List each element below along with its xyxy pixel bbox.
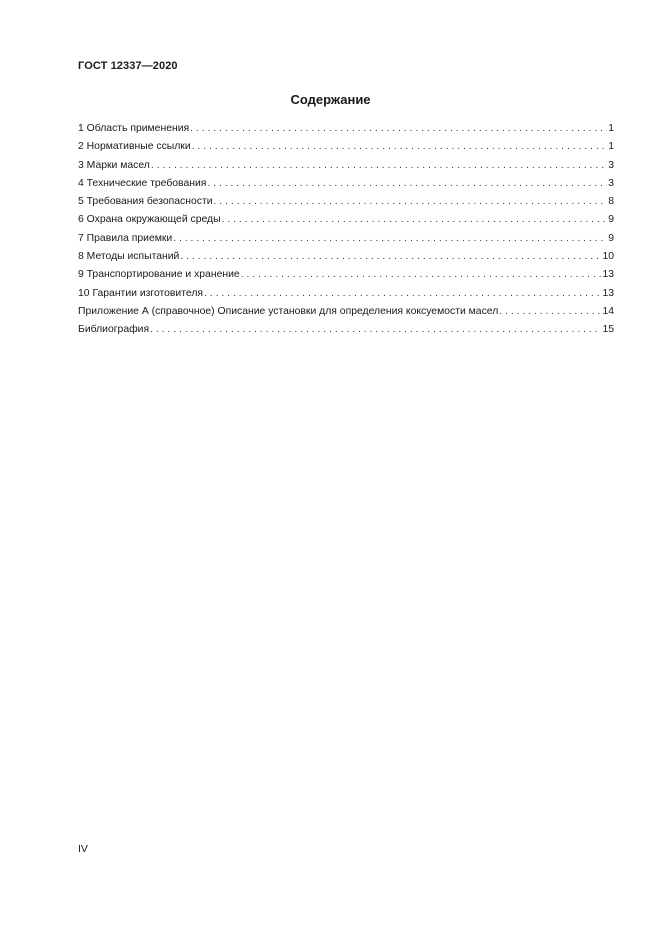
toc-leader-dots	[204, 288, 601, 299]
toc-leader-dots	[190, 123, 607, 134]
toc-entry[interactable]	[78, 160, 614, 178]
toc-entry[interactable]	[78, 269, 614, 287]
toc-entry-label: 8 Методы испытаний	[78, 251, 180, 263]
toc-entry[interactable]	[78, 196, 614, 214]
toc-entry-page: 1	[608, 123, 614, 134]
toc-leader-dots	[241, 269, 602, 280]
toc-entry[interactable]	[78, 251, 614, 269]
toc-entry-page: 9	[608, 214, 614, 226]
toc-entry[interactable]	[78, 233, 614, 251]
toc-entry-page: 15	[602, 324, 614, 336]
toc-entry-page: 13	[602, 287, 614, 299]
toc-leader-dots	[151, 160, 607, 171]
toc-entry-page: 8	[608, 196, 614, 208]
page-title: Содержание	[290, 92, 371, 107]
toc-leader-dots	[150, 324, 601, 335]
toc-entry-page: 3	[608, 177, 614, 189]
toc-entry-page: 3	[608, 159, 614, 171]
toc-entry[interactable]	[78, 178, 614, 196]
toc-leader-dots	[192, 141, 608, 152]
toc-entry-page: 13	[602, 269, 614, 281]
toc-leader-dots	[173, 233, 607, 244]
toc-entry-label: Приложение А (справочное) Описание установки для определения коксуемости масел	[78, 305, 499, 317]
toc-entry-label: 2 Нормативные ссылки	[78, 141, 191, 153]
toc-entry-label: 6 Охрана окружающей среды	[78, 214, 221, 226]
toc-leader-dots	[207, 178, 607, 189]
toc-entry-label: 10 Гарантии изготовителя	[78, 287, 204, 299]
toc-entry-page: 9	[608, 232, 614, 244]
toc-entry[interactable]	[78, 214, 614, 232]
table-of-contents	[78, 123, 614, 343]
toc-entry[interactable]	[78, 288, 614, 306]
toc-entry-page: 1	[608, 141, 614, 153]
document-code: ГОСТ 12337—2020	[78, 60, 178, 72]
toc-entry-page: 14	[602, 305, 614, 317]
toc-entry[interactable]	[78, 306, 614, 324]
toc-entry[interactable]	[78, 123, 614, 141]
toc-entry-label: 1 Область применения	[78, 123, 190, 134]
toc-entry-label: 7 Правила приемки	[78, 232, 173, 244]
toc-entry-label: 3 Марки масел	[78, 159, 150, 171]
toc-entry-label: Библиография	[78, 324, 150, 336]
toc-leader-dots	[499, 306, 601, 317]
toc-entry[interactable]	[78, 324, 614, 342]
toc-entry-page: 10	[602, 251, 614, 263]
toc-leader-dots	[222, 214, 608, 225]
toc-leader-dots	[180, 251, 601, 262]
toc-entry-label: 9 Транспортирование и хранение	[78, 269, 240, 281]
toc-leader-dots	[214, 196, 608, 207]
toc-entry-label: 4 Технические требования	[78, 177, 207, 189]
page-number: IV	[78, 843, 88, 855]
toc-entry[interactable]	[78, 141, 614, 159]
toc-entry-label: 5 Требования безопасности	[78, 196, 213, 208]
